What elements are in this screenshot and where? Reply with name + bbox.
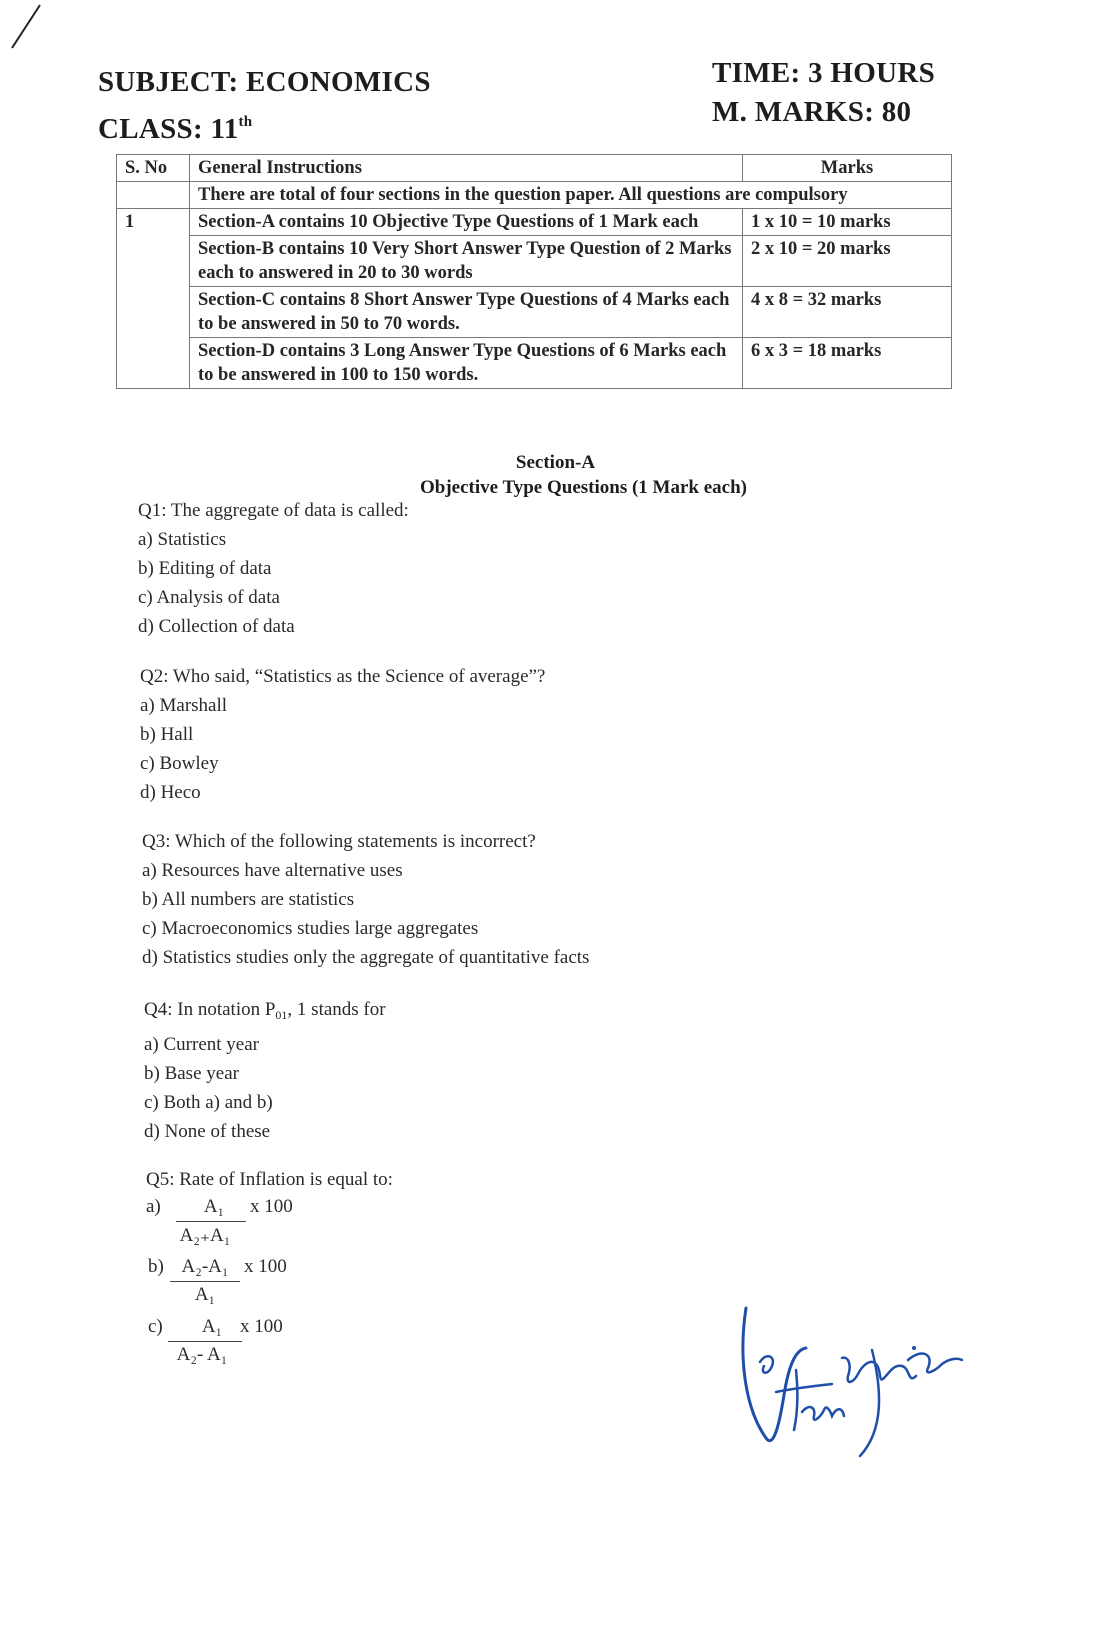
- option: b) All numbers are statistics: [142, 889, 355, 910]
- option: c) Both a) and b): [144, 1092, 273, 1113]
- option: d) Heco: [140, 782, 201, 803]
- instructions-intro-row: [117, 182, 952, 209]
- denominator: A₁: [194, 1284, 216, 1305]
- subject-label: SUBJECT: ECONOMICS: [98, 66, 431, 98]
- option: a) Statistics: [138, 529, 227, 550]
- question-3: [142, 827, 589, 972]
- fraction-bar: [168, 1341, 242, 1342]
- q5-option-c: [148, 1316, 328, 1368]
- question-text: Q1: The aggregate of data is called:: [138, 500, 409, 521]
- instruction-text: Section-B contains 10 Very Short Answer Type Question of 2 Marks each to answered in 20 to 30 words: [190, 236, 743, 287]
- option: b) Editing of data: [138, 558, 272, 579]
- option: a) Resources have alternative uses: [142, 860, 403, 881]
- q5-option-b: [148, 1256, 328, 1308]
- multiplier: x 100: [240, 1316, 283, 1337]
- question-4: [144, 995, 386, 1146]
- table-row: [117, 236, 952, 287]
- instructions-table: [116, 154, 952, 389]
- table-row: [117, 338, 952, 389]
- instruction-text: Section-A contains 10 Objective Type Questions of 1 Mark each: [190, 209, 743, 236]
- instructions-header-row: [117, 155, 952, 182]
- col-instructions: General Instructions: [190, 155, 743, 182]
- question-2: [140, 662, 545, 807]
- sno-value: 1: [117, 209, 190, 236]
- option: d) Collection of data: [138, 616, 295, 637]
- q5-option-a: [146, 1196, 326, 1248]
- instruction-text: Section-D contains 3 Long Answer Type Questions of 6 Marks each to be answered in 100 to 150 words.: [190, 338, 743, 389]
- instructions-intro: There are total of four sections in the question paper. All questions are compulsory: [190, 182, 952, 209]
- multiplier: x 100: [250, 1196, 293, 1217]
- question-1: [138, 496, 409, 641]
- question-text: Q5: Rate of Inflation is equal to:: [146, 1169, 393, 1190]
- option: a) Marshall: [140, 695, 228, 716]
- col-marks: Marks: [743, 155, 952, 182]
- denominator: A₂- A₁: [176, 1344, 228, 1365]
- instruction-marks: 2 x 10 = 20 marks: [743, 236, 952, 287]
- signature: [736, 1300, 966, 1470]
- option: d) None of these: [144, 1121, 271, 1142]
- option: c) Analysis of data: [138, 587, 280, 608]
- pen-slash-mark: [6, 2, 46, 52]
- table-row: [117, 287, 952, 338]
- max-marks-label: M. MARKS: 80: [712, 96, 912, 128]
- header-left: [98, 62, 431, 149]
- section-a-subtitle: Objective Type Questions (1 Mark each): [419, 477, 747, 498]
- instruction-text: Section-C contains 8 Short Answer Type Questions of 4 Marks each to be answered in 50 to 70 words.: [190, 287, 743, 338]
- class-label: CLASS: 11th: [98, 113, 253, 145]
- question-text: Q2: Who said, “Statistics as the Science of average”?: [140, 666, 546, 687]
- option: b) Base year: [144, 1063, 239, 1084]
- multiplier: x 100: [244, 1256, 287, 1277]
- denominator: A₂₊A₁: [179, 1225, 231, 1246]
- table-row: [117, 209, 952, 236]
- option: c) Macroeconomics studies large aggregates: [142, 918, 479, 939]
- fraction-bar: [176, 1221, 246, 1222]
- option-label: c): [148, 1316, 163, 1337]
- question-text: Q4: In notation $P_{01}$, 1 stands for: [144, 999, 386, 1022]
- col-sno: S. No: [117, 155, 190, 182]
- option: d) Statistics studies only the aggregate of quantitative facts: [142, 947, 590, 968]
- option-label: a): [146, 1196, 161, 1217]
- instruction-marks: 4 x 8 = 32 marks: [743, 287, 952, 338]
- class-superscript: th: [238, 114, 253, 130]
- option: a) Current year: [144, 1034, 259, 1055]
- option: c) Bowley: [140, 753, 219, 774]
- question-5: [146, 1165, 393, 1194]
- time-label: TIME: 3 HOURS: [712, 57, 936, 89]
- numerator: A₂-A₁: [181, 1256, 229, 1277]
- header-right: [712, 54, 935, 132]
- instruction-marks: 1 x 10 = 10 marks: [743, 209, 952, 236]
- fraction-bar: [170, 1281, 240, 1282]
- numerator: A₁: [201, 1316, 223, 1337]
- option: b) Hall: [140, 724, 194, 745]
- instruction-marks: 6 x 3 = 18 marks: [743, 338, 952, 389]
- section-a-title: Section-A: [515, 452, 596, 473]
- question-text: Q3: Which of the following statements is incorrect?: [142, 831, 536, 852]
- numerator: A₁: [203, 1196, 225, 1217]
- option-label: b): [148, 1256, 164, 1277]
